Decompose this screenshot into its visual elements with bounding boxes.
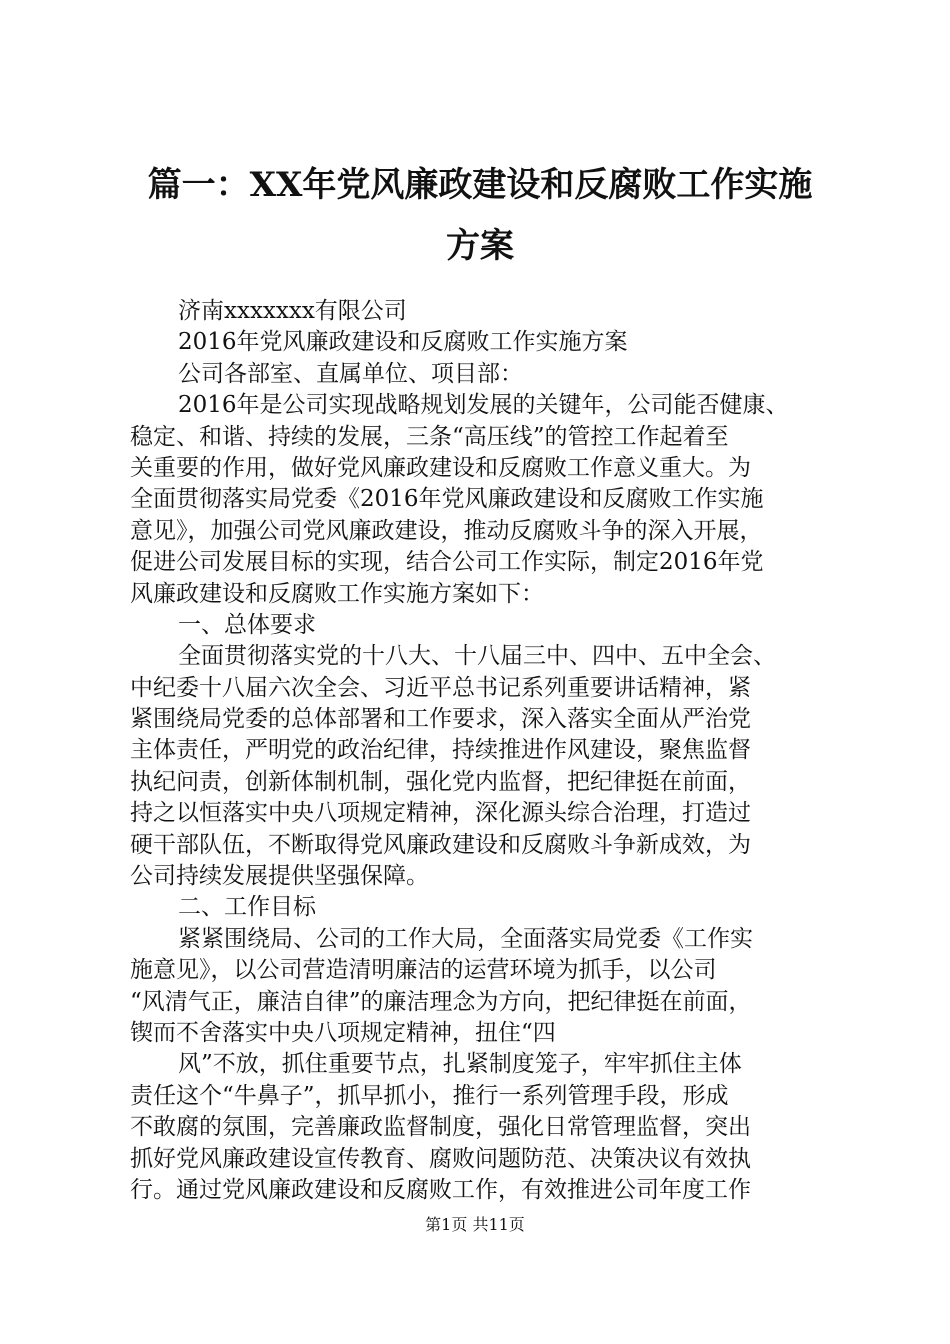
body-line: 2016年党风廉政建设和反腐败工作实施方案	[178, 329, 628, 356]
body-line: 中纪委十八届六次全会、习近平总书记系列重要讲话精神，紧	[130, 674, 751, 701]
body-line: 不敢腐的氛围，完善廉政监督制度，强化日常管理监督，突出	[130, 1114, 751, 1141]
body-line: 抓好党风廉政建设宣传教育、腐败问题防范、决策决议有效执	[130, 1145, 751, 1172]
body-line: 全面贯彻落实党的十八大、十八届三中、四中、五中全会、	[178, 643, 776, 670]
body-line: 促进公司发展目标的实现，结合公司工作实际，制定2016年党	[130, 549, 764, 576]
body-line: 施意见》，以公司营造清明廉洁的运营环境为抓手，以公司	[130, 957, 717, 984]
body-line: 持之以恒落实中央八项规定精神，深化源头综合治理，打造过	[130, 800, 751, 827]
body-line: 公司各部室、直属单位、项目部：	[178, 360, 523, 387]
body-line: 一、总体要求	[178, 611, 316, 638]
body-line: 二、工作目标	[178, 894, 316, 921]
body-line: 意见》，加强公司党风廉政建设，推动反腐败斗争的深入开展，	[130, 517, 763, 544]
body-line: 全面贯彻落实局党委《2016年党风廉政建设和反腐败工作实施	[130, 486, 764, 513]
body-line: 紧围绕局党委的总体部署和工作要求，深入落实全面从严治党	[130, 706, 751, 733]
title-line-2: 方案	[446, 226, 514, 266]
body-line: 紧紧围绕局、公司的工作大局，全面落实局党委《工作实	[178, 925, 753, 952]
body-line: 2016年是公司实现战略规划发展的关键年，公司能否健康、	[178, 392, 789, 419]
body-line: 风”不放，抓住重要节点，扎紧制度笼子，牢牢抓住主体	[178, 1051, 742, 1078]
body-line: 责任这个“牛鼻子”，抓早抓小，推行一系列管理手段，形成	[130, 1082, 729, 1109]
document-body	[130, 296, 835, 1206]
body-line: 硬干部队伍，不断取得党风廉政建设和反腐败斗争新成效，为	[130, 831, 751, 858]
body-line: 执纪问责，创新体制机制，强化党内监督，把纪律挺在前面，	[130, 768, 751, 795]
body-line: 主体责任，严明党的政治纪律，持续推进作风建设，聚焦监督	[130, 737, 751, 764]
title-line-1: 篇一：XX年党风廉政建设和反腐败工作实施	[147, 165, 813, 205]
page-footer: 第1页 共11页	[425, 1215, 525, 1234]
document-title	[120, 155, 840, 277]
body-line: 公司持续发展提供坚强保障。	[130, 863, 429, 890]
body-line: 济南xxxxxxx有限公司	[178, 298, 407, 324]
body-line: 关重要的作用，做好党风廉政建设和反腐败工作意义重大。为	[130, 454, 751, 481]
body-line: “风清气正，廉洁自律”的廉洁理念为方向，把纪律挺在前面，	[130, 988, 752, 1015]
body-line: 风廉政建设和反腐败工作实施方案如下：	[130, 580, 544, 607]
body-line: 锲而不舍落实中央八项规定精神，扭住“四	[130, 1019, 556, 1046]
body-line: 行。通过党风廉政建设和反腐败工作，有效推进公司年度工作	[130, 1176, 751, 1203]
body-line: 稳定、和谐、持续的发展，三条“高压线”的管控工作起着至	[130, 423, 729, 450]
